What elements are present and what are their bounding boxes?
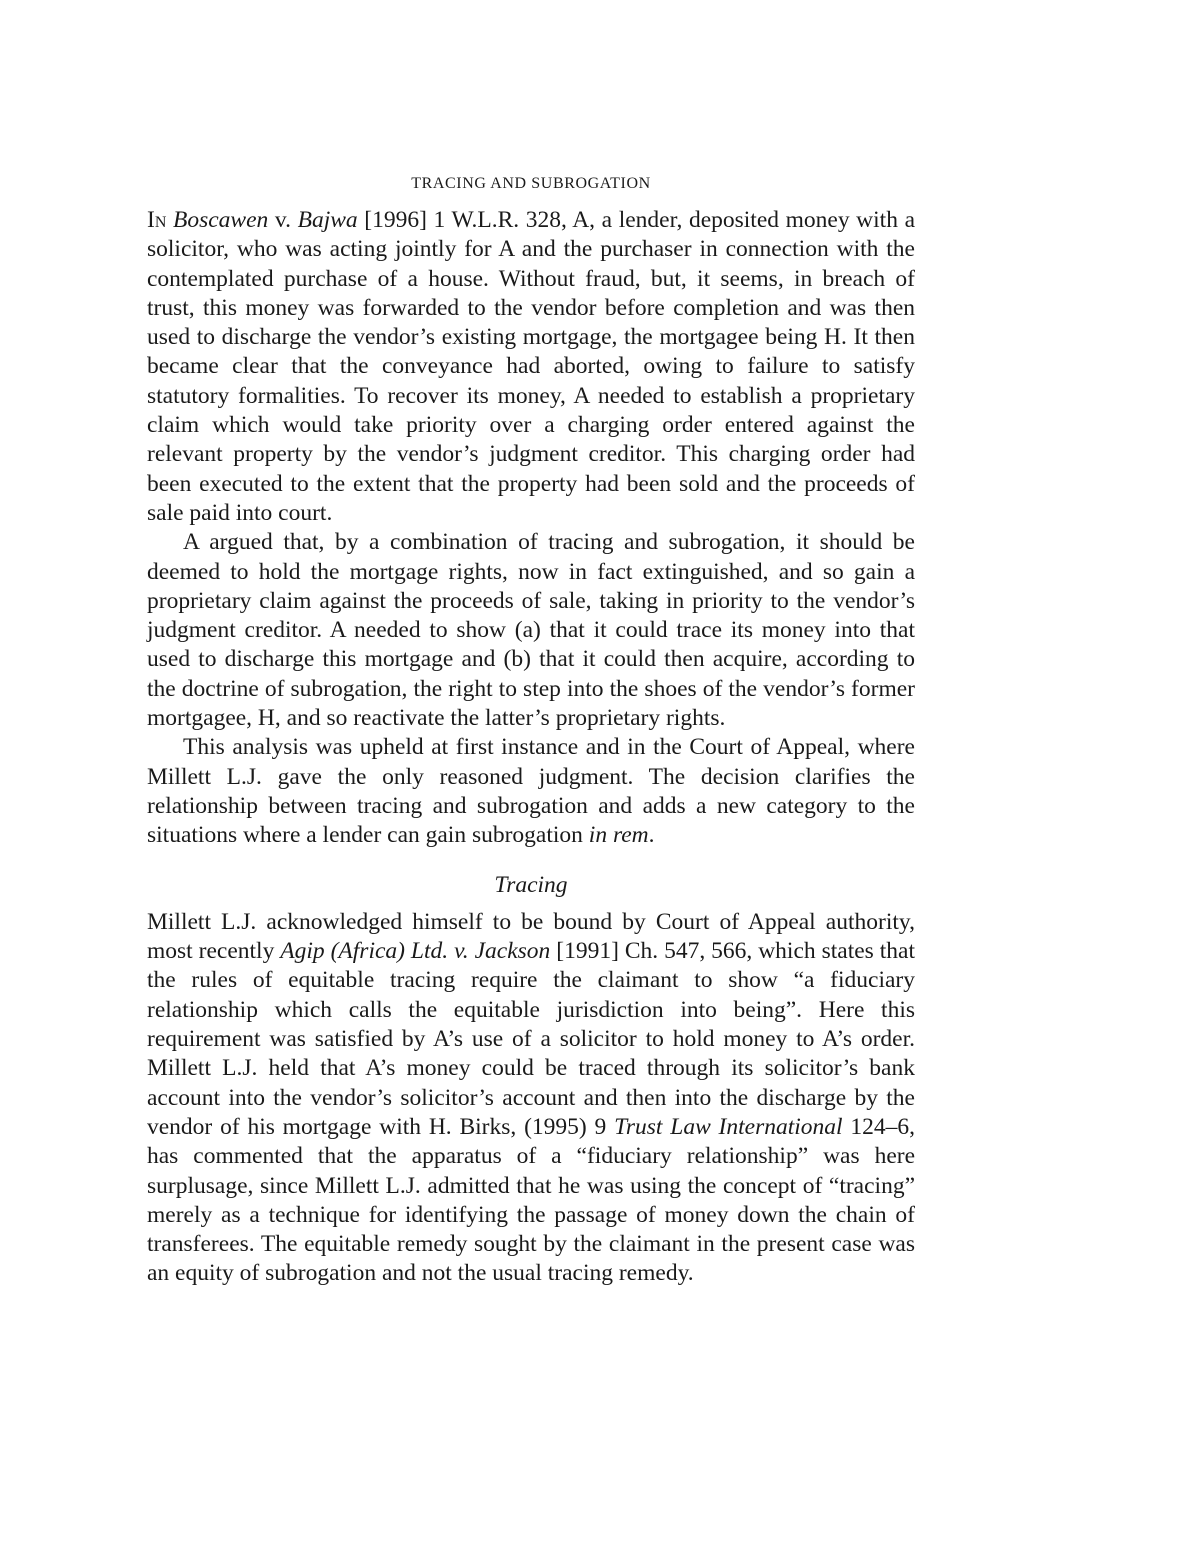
case-name-bajwa: Bajwa [297, 207, 358, 233]
paragraph-tracing [147, 908, 915, 1289]
tracing-text-3: 124–6, has commented that the apparatus of a “fiduciary relationship” was here surplusage, since Millett L.J. admitted that he was using the concept of “tracing” merely as a technique for identifying the passage of money down the chain of transferees. The equitable remedy sought by the claimant in the present case was an equity of subrogation and not the usual tracing remedy. [147, 1113, 915, 1287]
versus: v. [274, 207, 292, 233]
intro-text: [1996] 1 W.L.R. 328, A, a lender, deposited money with a solicitor, who was acting jointly for A and the purchaser in connection with the contemplated purchase of a house. Without fraud, but, it seems, in breach of trust, this money was forwarded to the vendor before completion and was then used to discharge the vendor’s existing mortgage, the mortgagee being H. It then became clear that the conveyance had aborted, owing to failure to satisfy statutory formalities. To recover its money, A needed to establish a proprietary claim which would take priority over a charging order entered against the relevant property by the vendor’s judgment creditor. This charging order had been executed to the extent that the property had been sold and the proceeds of sale paid into court. [147, 207, 915, 526]
in-rem: in rem [588, 822, 649, 849]
case-name-boscawen: Boscawen [173, 207, 269, 233]
paragraph-argument: A argued that, by a combination of tracing and subrogation, it should be deemed to hold the mortgage rights, now in fact extinguished, and so gain a proprietary claim against the proceeds of sale, taking in priority to the vendor’s judgment creditor. A needed to show (a) that it could trace its money into that used to discharge this mortgage and (b) that it could then acquire, according to the doctrine of subrogation, the right to step into the shoes of the vendor’s former mortgagee, H, and so reactivate the latter’s proprietary rights. [147, 529, 915, 732]
paragraph-analysis-text: This analysis was upheld at first instance and in the Court of Appeal, where Millett L.J. gave the only reasoned judgment. The decision clarifies the relationship between tracing and subrogation and adds a new category to the situations where a lender can gain subrogation [147, 734, 915, 849]
journal-name: Trust Law International [614, 1113, 843, 1140]
intro-paragraph [147, 206, 915, 528]
section-heading-tracing: Tracing [494, 871, 568, 898]
tracing-text-1: Millett L.J. acknowledged himself to be bound by Court of Appeal authority, most recently [147, 908, 915, 965]
case-name-agip: Agip (Africa) Ltd. v. Jackson [280, 938, 551, 965]
tracing-text-2: [1991] Ch. 547, 566, which states that the rules of equitable tracing require the claimant to show “a fiduciary relationship which calls the equitable jurisdiction into being”. Here this requirement was satisfied by A’s use of a solicitor to hold money to A’s order. Millett L.J. held that A’s money could be traced through its solicitor’s bank account into the vendor’s solicitor’s account and then into the discharge by the vendor of his mortgage with H. Birks, (1995) 9 [147, 938, 915, 1140]
page [147, 172, 915, 1289]
lead-word: In [147, 207, 167, 233]
running-head: TRACING AND SUBROGATION [411, 175, 651, 192]
paragraph-analysis [147, 733, 915, 850]
paragraph-analysis-end: . [648, 822, 655, 849]
